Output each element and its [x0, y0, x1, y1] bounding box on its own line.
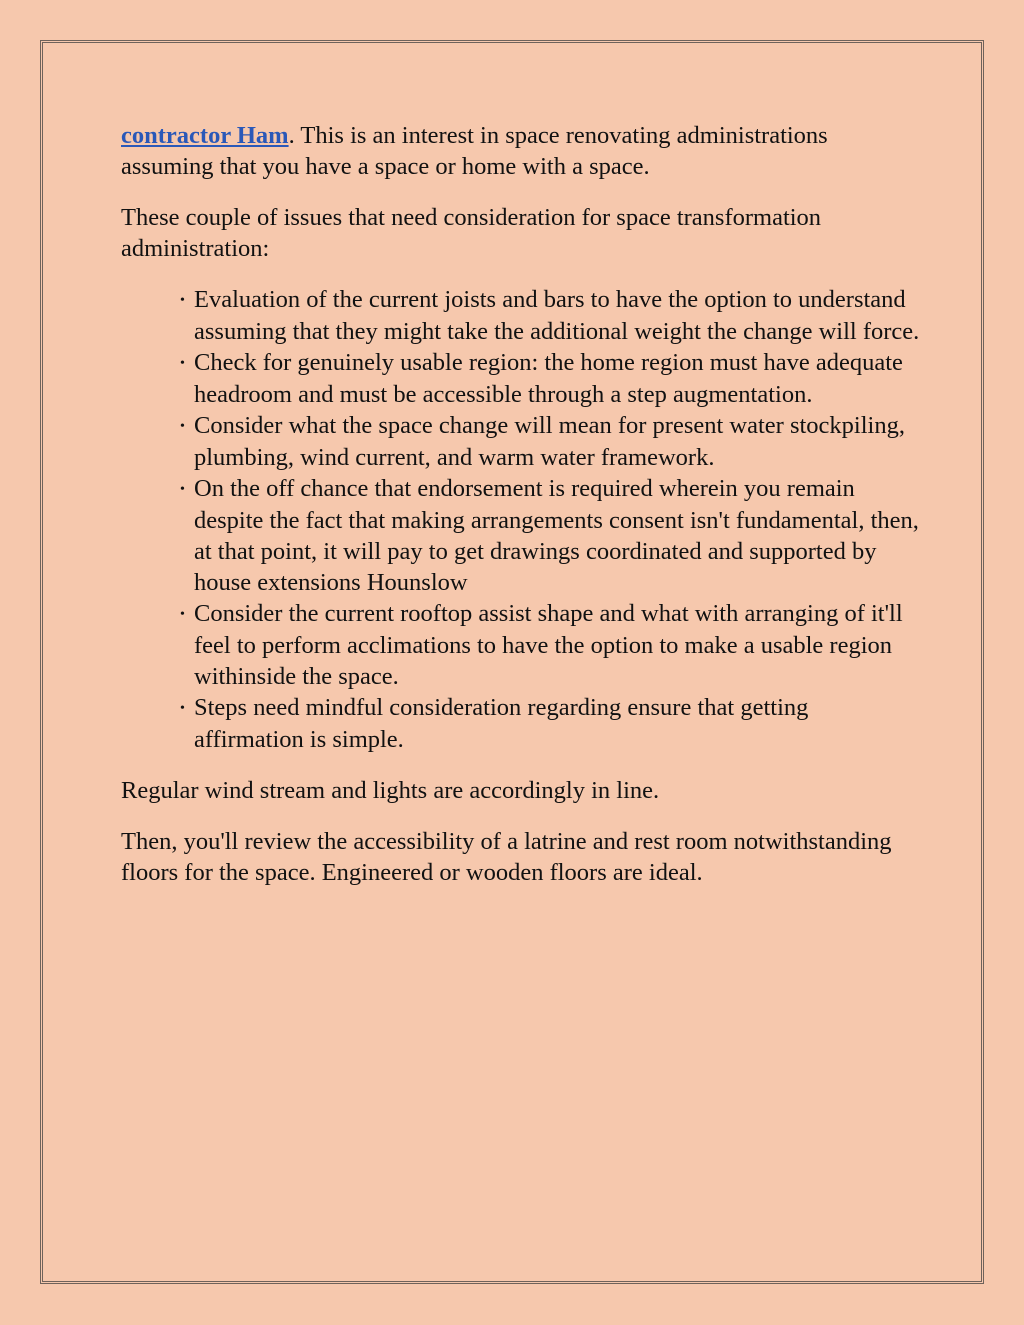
list-item-text: Steps need mindful consideration regarding ensure that getting affirmation is simple.	[194, 694, 809, 753]
contractor-link[interactable]: contractor Ham	[121, 122, 289, 149]
list-item	[121, 284, 921, 347]
document-body	[121, 120, 921, 908]
bullet-icon: •	[180, 419, 185, 434]
ventilation-paragraph: Regular wind stream and lights are accordingly in line.	[121, 777, 660, 804]
list-item	[121, 347, 921, 410]
considerations-heading: These couple of issues that need consideration for space transformation administration:	[121, 204, 822, 262]
intro-paragraph	[121, 120, 921, 182]
intro-text: . This is an interest in space renovating administrations assuming that you have a space or home with a space.	[121, 122, 828, 180]
list-item-text: Check for genuinely usable region: the home region must have adequate headroom and must be accessible through a step augmentation.	[194, 349, 903, 408]
list-item	[121, 692, 921, 755]
bullet-icon: •	[180, 356, 185, 371]
list-item-text: Evaluation of the current joists and bars to have the option to understand assuming that they might take the additional weight the change will force.	[194, 286, 920, 345]
list-item	[121, 598, 921, 692]
list-item-text: Consider the current rooftop assist shape and what with arranging of it'll feel to perform acclimations to have the option to make a usable region withinside the space.	[194, 600, 903, 690]
bullet-icon: •	[180, 293, 185, 308]
list-item	[121, 410, 921, 473]
bullet-icon: •	[180, 482, 185, 497]
considerations-list	[121, 284, 921, 755]
list-item-text: Consider what the space change will mean for present water stockpiling, plumbing, wind current, and warm water framework.	[194, 412, 905, 471]
list-item-text: On the off chance that endorsement is required wherein you remain despite the fact that making arrangements consent isn't fundamental, then, at that point, it will pay to get drawings coordinated and supported by house extensions Hounslow	[194, 475, 919, 596]
floors-paragraph: Then, you'll review the accessibility of a latrine and rest room notwithstanding floors for the space. Engineered or wooden floors are ideal.	[121, 828, 892, 886]
bullet-icon: •	[180, 607, 185, 622]
bullet-icon: •	[180, 701, 185, 716]
list-item	[121, 473, 921, 598]
